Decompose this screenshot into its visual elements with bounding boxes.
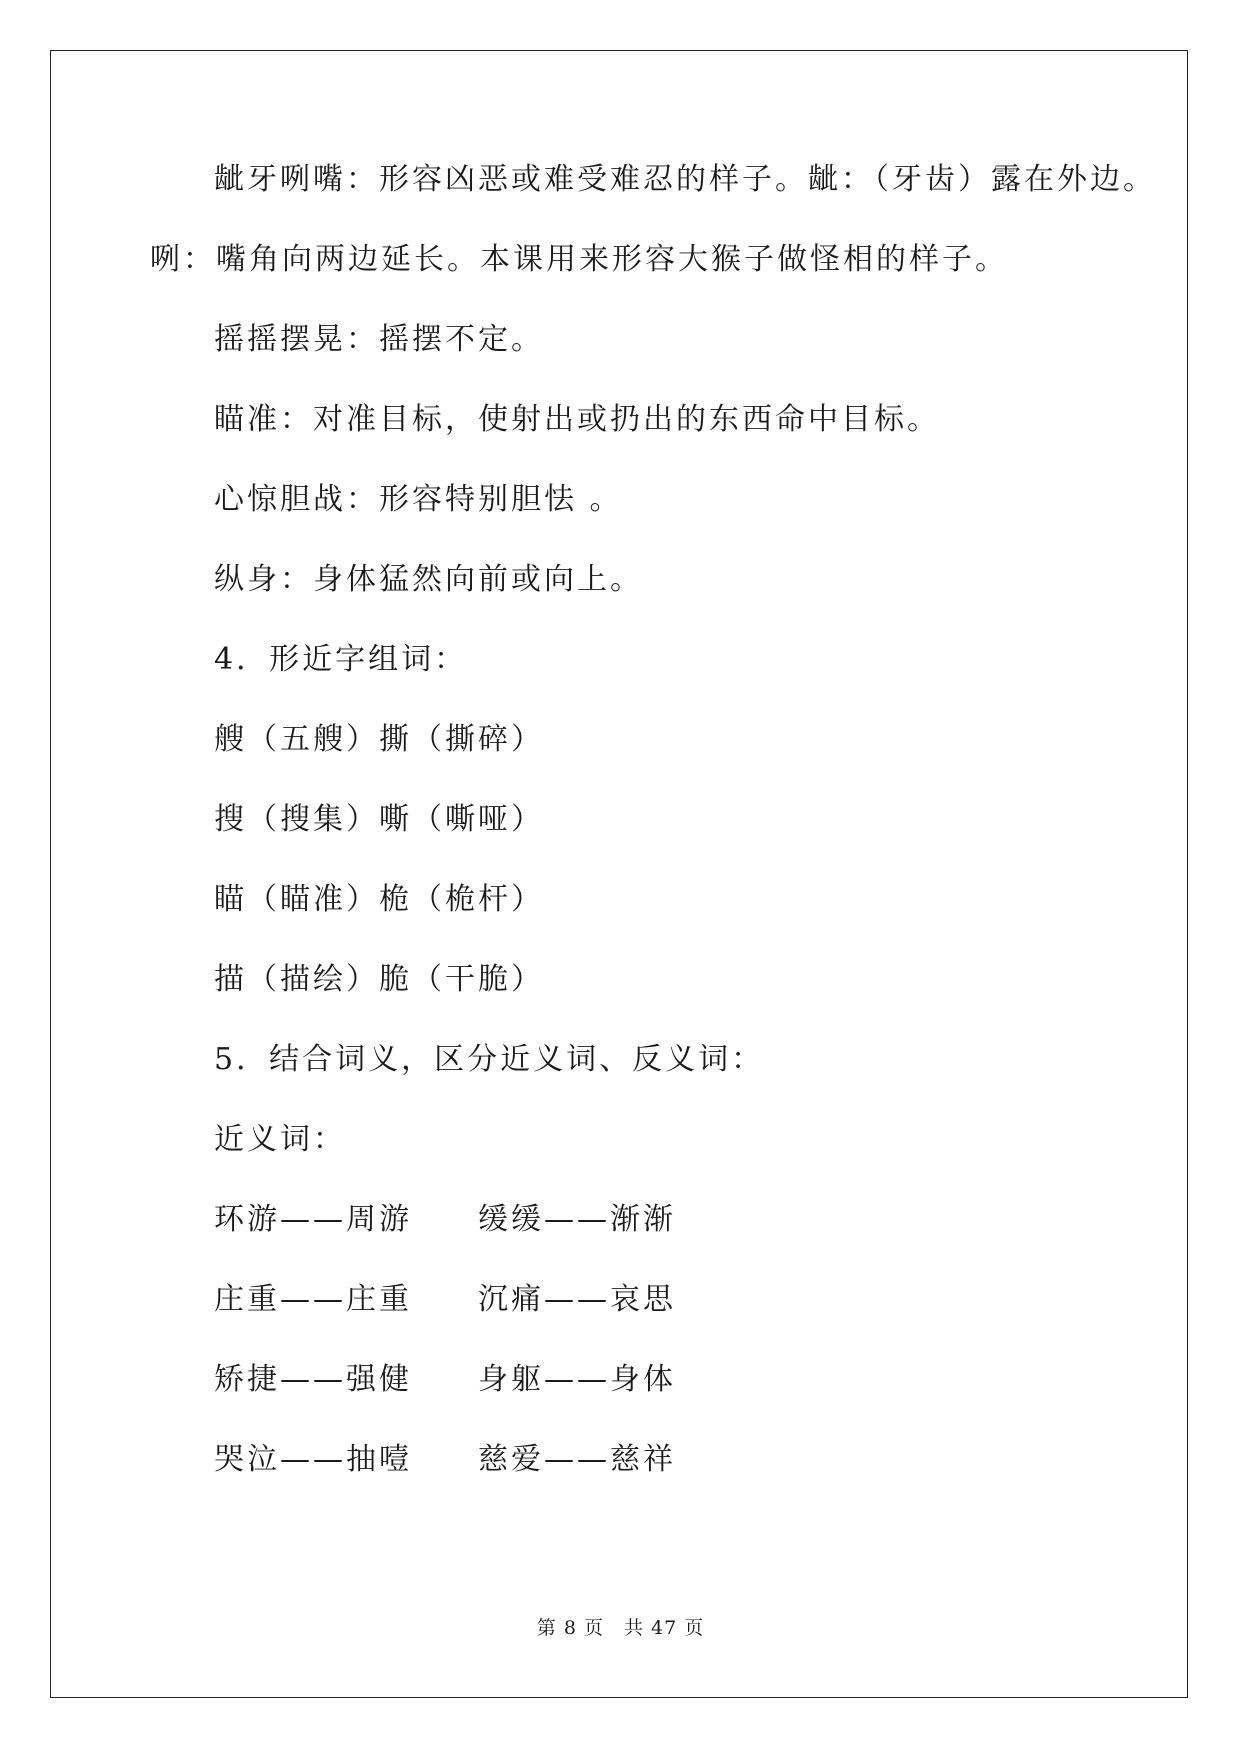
synonym-row	[214, 1360, 676, 1400]
paragraph-line: 心惊胆战：形容特别胆怯 。	[214, 482, 623, 517]
synonym-pair: 矫捷——强健	[214, 1362, 412, 1397]
section-heading: 4．形近字组词：	[214, 642, 468, 677]
synonym-pair: 庄重——庄重	[214, 1282, 412, 1317]
paragraph-line: 龇牙咧嘴：形容凶恶或难受难忍的样子。龇：（牙齿）露在外边。	[214, 162, 1156, 197]
synonym-row	[214, 1280, 676, 1320]
page-number: 第 8 页 共 47 页	[536, 1617, 705, 1639]
word-group-line: 瞄（瞄准）桅（桅杆）	[214, 882, 544, 917]
synonym-row	[214, 1200, 676, 1240]
word-group-line: 搜（搜集）嘶（嘶哑）	[214, 802, 544, 837]
synonym-pair: 沉痛——哀思	[478, 1282, 676, 1317]
paragraph-line: 咧：嘴角向两边延长。本课用来形容大猴子做怪相的样子。	[150, 242, 1008, 277]
synonym-pair: 身躯——身体	[478, 1362, 676, 1397]
paragraph-line: 瞄准：对准目标，使射出或扔出的东西命中目标。	[214, 402, 940, 437]
paragraph-line: 摇摇摆晃：摇摆不定。	[214, 322, 544, 357]
synonym-row	[214, 1440, 676, 1480]
subsection-heading: 近义词：	[214, 1122, 346, 1157]
synonym-pair: 缓缓——渐渐	[478, 1202, 676, 1237]
word-group-line: 描（描绘）脆（干脆）	[214, 962, 544, 997]
paragraph-line: 纵身：身体猛然向前或向上。	[214, 562, 643, 597]
word-group-line: 艘（五艘）撕（撕碎）	[214, 722, 544, 757]
synonym-pair: 哭泣——抽噎	[214, 1442, 412, 1477]
synonym-pair: 慈爱——慈祥	[478, 1442, 676, 1477]
synonym-pair: 环游——周游	[214, 1202, 412, 1237]
section-heading: 5．结合词义，区分近义词、反义词：	[214, 1042, 765, 1077]
